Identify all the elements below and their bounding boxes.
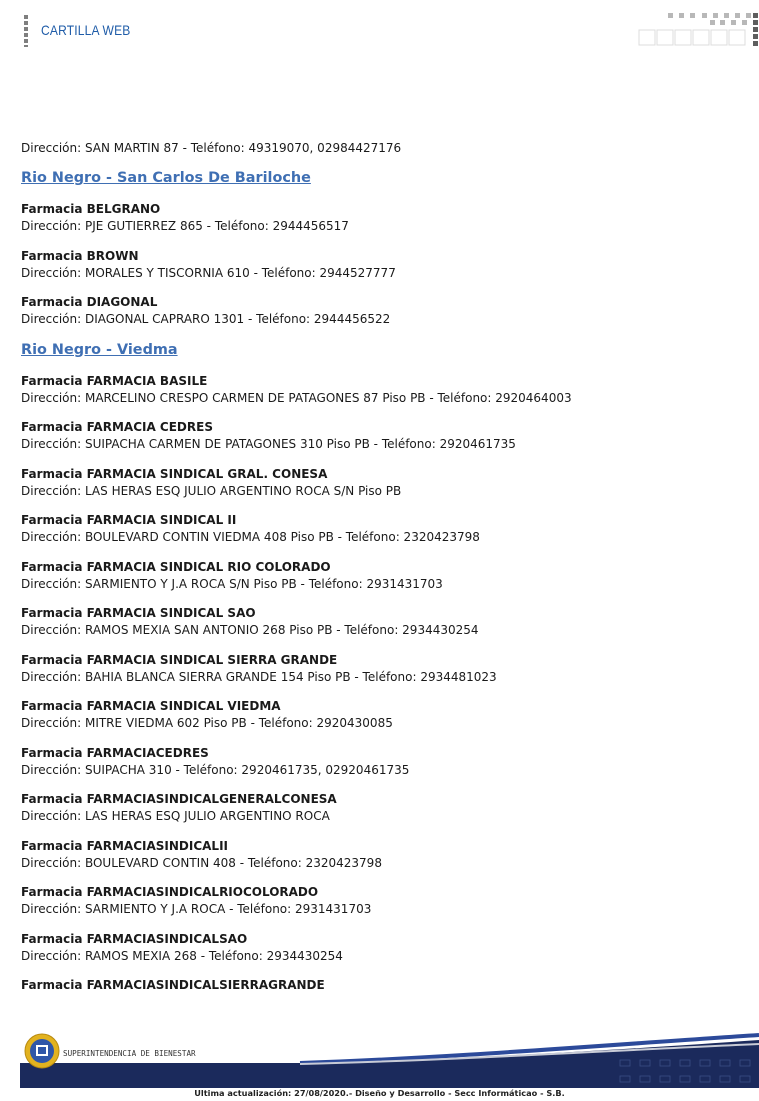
pharmacy-entry (21, 931, 741, 965)
pharmacy-name: Farmacia FARMACIA SINDICAL II (21, 513, 237, 527)
pharmacy-address: Dirección: RAMOS MEXIA SAN ANTONIO 268 Piso PB - Teléfono: 2934430254 (21, 623, 479, 637)
pharmacy-entry (21, 512, 741, 546)
pharmacy-entry (21, 605, 741, 639)
pharmacy-entry (21, 977, 741, 994)
pharmacy-name: Farmacia FARMACIA SINDICAL GRAL. CONESA (21, 466, 328, 481)
pharmacy-entry (21, 248, 741, 282)
pharmacy-entry (21, 559, 741, 593)
pharmacy-address: Dirección: SARMIENTO Y J.A ROCA - Teléfono: 2931431703 (21, 902, 372, 916)
pharmacy-entry (21, 294, 741, 328)
pharmacy-address: Dirección: SUIPACHA 310 - Teléfono: 2920461735, 02920461735 (21, 762, 410, 777)
pixel-grid-decoration (636, 11, 759, 47)
pharmacy-address: Dirección: LAS HERAS ESQ JULIO ARGENTINO ROCA (21, 809, 330, 823)
pharmacy-name: Farmacia FARMACIA SINDICAL SIERRA GRANDE (21, 652, 338, 667)
pharmacy-entry (21, 745, 741, 779)
footer-credits: Ultima actualización: 27/08/2020.- Diseño y Desarrollo - Secc Informáticao - S.B. (194, 1088, 565, 1098)
footer-banner (0, 1030, 759, 1090)
region-heading[interactable]: Rio Negro - San Carlos De Bariloche (21, 170, 311, 186)
pharmacy-entry (21, 791, 741, 825)
pharmacy-address: Dirección: SUIPACHA CARMEN DE PATAGONES 310 Piso PB - Teléfono: 2920461735 (21, 437, 516, 451)
pharmacy-name: Farmacia FARMACIA SINDICAL RIO COLORADO (21, 559, 331, 574)
pharmacy-address: Dirección: MITRE VIEDMA 602 Piso PB - Teléfono: 2920430085 (21, 716, 393, 730)
pharmacy-address: Dirección: SARMIENTO Y J.A ROCA S/N Piso PB - Teléfono: 2931431703 (21, 576, 443, 591)
pharmacy-name: Farmacia DIAGONAL (21, 295, 158, 309)
pharmacy-entry (21, 838, 741, 872)
pharmacy-name: Farmacia FARMACIASINDICALGENERALCONESA (21, 792, 337, 806)
pharmacy-name: Farmacia BROWN (21, 248, 139, 263)
header-bar-decoration (24, 15, 28, 47)
pharmacy-entry (21, 201, 741, 235)
pharmacy-name: Farmacia FARMACIASINDICALSIERRAGRANDE (21, 978, 325, 992)
pharmacy-entry (21, 419, 741, 453)
pharmacy-name: Farmacia FARMACIASINDICALSAO (21, 931, 248, 946)
pharmacy-address: Dirección: PJE GUTIERREZ 865 - Teléfono: 2944456517 (21, 219, 349, 233)
pharmacy-name: Farmacia FARMACIASINDICALRIOCOLORADO (21, 885, 319, 899)
pharmacy-address: Dirección: BOULEVARD CONTIN 408 - Teléfono: 2320423798 (21, 855, 382, 870)
pharmacy-name: Farmacia BELGRANO (21, 202, 161, 216)
pharmacy-address: Dirección: LAS HERAS ESQ JULIO ARGENTINO ROCA S/N Piso PB (21, 483, 402, 498)
page-header (0, 0, 759, 60)
region-heading[interactable]: Rio Negro - Viedma (21, 341, 178, 358)
pharmacy-entry (21, 373, 741, 407)
pharmacy-entry (21, 466, 741, 500)
continued-address: Dirección: SAN MARTIN 87 - Teléfono: 49319070, 02984427176 (21, 141, 402, 155)
pharmacy-address: Dirección: DIAGONAL CAPRARO 1301 - Teléfono: 2944456522 (21, 312, 391, 326)
pharmacy-name: Farmacia FARMACIA BASILE (21, 373, 208, 388)
pharmacy-entry (21, 652, 741, 686)
pharmacy-name: Farmacia FARMACIASINDICALII (21, 838, 228, 853)
pharmacy-address: Dirección: BAHIA BLANCA SIERRA GRANDE 154 Piso PB - Teléfono: 2934481023 (21, 669, 497, 684)
organization-label: SUPERINTENDENCIA DE BIENESTAR (63, 1049, 196, 1058)
pharmacy-address: Dirección: MARCELINO CRESPO CARMEN DE PATAGONES 87 Piso PB - Teléfono: 2920464003 (21, 390, 572, 405)
pharmacy-listing (21, 140, 741, 1007)
superintendencia-seal-icon (25, 1034, 59, 1068)
pharmacy-entry (21, 698, 741, 732)
pharmacy-name: Farmacia FARMACIA SINDICAL VIEDMA (21, 699, 281, 713)
pharmacy-name: Farmacia FARMACIA SINDICAL SAO (21, 606, 256, 620)
pharmacy-address: Dirección: MORALES Y TISCORNIA 610 - Teléfono: 2944527777 (21, 265, 396, 280)
pharmacy-name: Farmacia FARMACIACEDRES (21, 745, 209, 760)
pharmacy-address: Dirección: BOULEVARD CONTIN VIEDMA 408 Piso PB - Teléfono: 2320423798 (21, 530, 480, 544)
pharmacy-address: Dirección: RAMOS MEXIA 268 - Teléfono: 2934430254 (21, 948, 343, 963)
header-title: CARTILLA WEB (41, 22, 131, 38)
pharmacy-name: Farmacia FARMACIA CEDRES (21, 420, 213, 434)
pharmacy-entry (21, 884, 741, 918)
